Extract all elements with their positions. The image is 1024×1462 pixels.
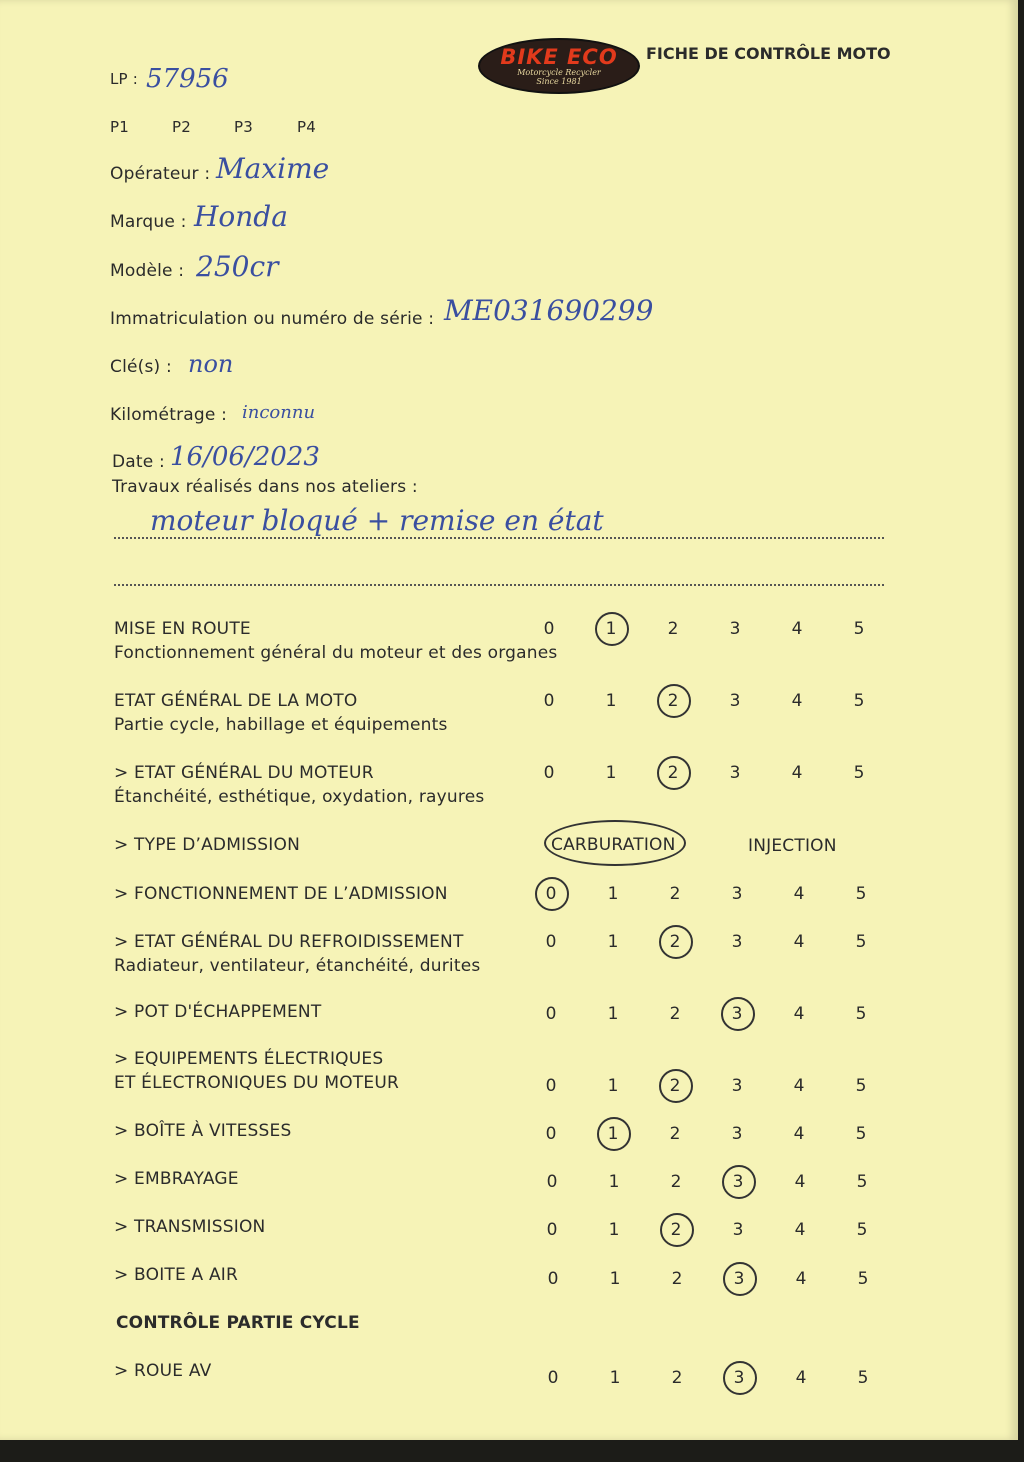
score-option: 3 (733, 1368, 745, 1388)
score-option: 1 (605, 763, 617, 783)
modele-value: 250cr (196, 250, 279, 283)
score-option: 3 (732, 1220, 744, 1240)
score-option: 4 (794, 1220, 806, 1240)
selected-score-circle (723, 1361, 757, 1395)
row-title: > EMBRAYAGE (114, 1169, 239, 1189)
selected-score-circle (660, 1213, 694, 1247)
score-option: 5 (857, 1269, 869, 1289)
score-option: 0 (543, 691, 555, 711)
score-option: 2 (671, 1269, 683, 1289)
score-option: 3 (729, 763, 741, 783)
score-option: 5 (855, 1124, 867, 1144)
row-title: > POT D'ÉCHAPPEMENT (114, 1002, 322, 1022)
travaux-value: moteur bloqué + remise en état (150, 504, 604, 537)
selected-score-circle (722, 1165, 756, 1199)
score-option: 3 (731, 884, 743, 904)
score-option: 5 (853, 691, 865, 711)
score-option: 2 (670, 1220, 682, 1240)
travaux-label: Travaux réalisés dans nos ateliers : (112, 477, 418, 497)
score-option: 0 (545, 1004, 557, 1024)
score-option: 5 (856, 1220, 868, 1240)
page-title: FICHE DE CONTRÔLE MOTO (646, 44, 891, 63)
score-option: 5 (853, 619, 865, 639)
score-option: 4 (795, 1269, 807, 1289)
selected-score-circle (657, 684, 691, 718)
position-p3: P3 (234, 118, 253, 136)
score-option: 4 (793, 932, 805, 952)
score-option: 2 (667, 619, 679, 639)
selected-score-circle (659, 925, 693, 959)
score-option: 5 (855, 1076, 867, 1096)
operateur-label: Opérateur : (110, 164, 211, 184)
kilometrage-value: inconnu (242, 402, 316, 423)
score-option: 0 (543, 763, 555, 783)
row-subtitle: Étanchéité, esthétique, oxydation, rayures (114, 787, 485, 807)
score-option: 3 (731, 1076, 743, 1096)
score-option: 0 (545, 1124, 557, 1144)
score-option: 3 (731, 1124, 743, 1144)
admission-option-injection: INJECTION (748, 836, 837, 856)
marque-label: Marque : (110, 212, 187, 232)
score-option: 1 (607, 1124, 619, 1144)
immatriculation-value: ME031690299 (444, 294, 654, 327)
travaux-line-1 (114, 537, 884, 539)
date-label: Date : (112, 452, 165, 472)
score-option: 5 (855, 932, 867, 952)
score-option: 5 (857, 1368, 869, 1388)
row-title: > FONCTIONNEMENT DE L’ADMISSION (114, 884, 448, 904)
score-option: 1 (607, 884, 619, 904)
score-option: 1 (605, 691, 617, 711)
cles-value: non (188, 350, 234, 378)
selected-circle-carburation (544, 820, 686, 866)
selected-score-circle (721, 997, 755, 1031)
score-option: 1 (609, 1269, 621, 1289)
row-title: > BOÎTE À VITESSES (114, 1121, 292, 1141)
score-option: 4 (794, 1172, 806, 1192)
marque-value: Honda (194, 200, 288, 233)
operateur-value: Maxime (216, 152, 330, 185)
score-option: 0 (545, 932, 557, 952)
score-option: 5 (855, 1004, 867, 1024)
row-title: > ETAT GÉNÉRAL DU REFROIDISSEMENT (114, 932, 464, 952)
score-option: 2 (669, 1124, 681, 1144)
selected-score-circle (659, 1069, 693, 1103)
score-option: 4 (793, 1124, 805, 1144)
score-option: 2 (670, 1172, 682, 1192)
lp-value: 57956 (146, 64, 229, 94)
score-option: 3 (733, 1269, 745, 1289)
score-option: 3 (731, 1004, 743, 1024)
score-option: 2 (667, 763, 679, 783)
selected-score-circle (657, 756, 691, 790)
score-option: 1 (608, 1172, 620, 1192)
position-p2: P2 (172, 118, 191, 136)
kilometrage-label: Kilométrage : (110, 405, 228, 425)
score-option: 3 (732, 1172, 744, 1192)
travaux-line-2 (114, 584, 884, 586)
score-option: 2 (669, 932, 681, 952)
score-option: 0 (547, 1368, 559, 1388)
logo-brand: BIKE ECO (500, 45, 618, 69)
position-p1: P1 (110, 118, 129, 136)
score-option: 2 (671, 1368, 683, 1388)
score-option: 0 (545, 884, 557, 904)
lp-label: LP : (110, 70, 139, 88)
score-option: 5 (856, 1172, 868, 1192)
score-option: 4 (795, 1368, 807, 1388)
score-option: 2 (669, 1004, 681, 1024)
score-option: 3 (731, 932, 743, 952)
logo-tagline-2: Since 1981 (536, 77, 582, 86)
score-option: 0 (546, 1220, 558, 1240)
selected-score-circle (723, 1262, 757, 1296)
selected-score-circle (535, 877, 569, 911)
score-option: 0 (545, 1076, 557, 1096)
logo-tagline-1: Motorcycle Recycler (517, 68, 601, 77)
score-option: 4 (791, 619, 803, 639)
score-option: 0 (547, 1269, 559, 1289)
score-option: 0 (546, 1172, 558, 1192)
date-value: 16/06/2023 (170, 442, 320, 472)
score-option: 4 (793, 884, 805, 904)
score-option: 5 (855, 884, 867, 904)
position-p4: P4 (297, 118, 316, 136)
score-option: 1 (608, 1220, 620, 1240)
score-option: 1 (605, 619, 617, 639)
row-subtitle: Radiateur, ventilateur, étanchéité, durites (114, 956, 481, 976)
score-option: 0 (543, 619, 555, 639)
row-title: > ETAT GÉNÉRAL DU MOTEUR (114, 763, 374, 783)
score-option: 2 (667, 691, 679, 711)
row-title: ETAT GÉNÉRAL DE LA MOTO (114, 691, 358, 711)
row-title: > TRANSMISSION (114, 1217, 266, 1237)
score-option: 1 (607, 1076, 619, 1096)
selected-score-circle (597, 1117, 631, 1151)
score-option: 1 (607, 932, 619, 952)
score-option: 4 (793, 1004, 805, 1024)
score-option: 2 (669, 884, 681, 904)
section-partie-cycle: CONTRÔLE PARTIE CYCLE (116, 1313, 360, 1333)
row-title: > ROUE AV (114, 1361, 212, 1381)
bike-eco-logo (478, 38, 640, 94)
score-option: 4 (791, 691, 803, 711)
row-subtitle: Fonctionnement général du moteur et des organes (114, 643, 558, 663)
immatriculation-label: Immatriculation ou numéro de série : (110, 309, 435, 329)
admission-type-label: > TYPE D’ADMISSION (114, 835, 301, 855)
score-option: 4 (793, 1076, 805, 1096)
score-option: 3 (729, 691, 741, 711)
selected-score-circle (595, 612, 629, 646)
row-title: > EQUIPEMENTS ÉLECTRIQUES (114, 1049, 384, 1069)
row-title: MISE EN ROUTE (114, 619, 251, 639)
row-subtitle: Partie cycle, habillage et équipements (114, 715, 448, 735)
score-option: 1 (607, 1004, 619, 1024)
cles-label: Clé(s) : (110, 357, 172, 377)
score-option: 4 (791, 763, 803, 783)
score-option: 2 (669, 1076, 681, 1096)
modele-label: Modèle : (110, 261, 185, 281)
row-title: > BOITE A AIR (114, 1265, 239, 1285)
score-option: 3 (729, 619, 741, 639)
row-subtitle: ET ÉLECTRONIQUES DU MOTEUR (114, 1073, 399, 1093)
admission-option-carburation: CARBURATION (551, 835, 676, 855)
score-option: 1 (609, 1368, 621, 1388)
score-option: 5 (853, 763, 865, 783)
